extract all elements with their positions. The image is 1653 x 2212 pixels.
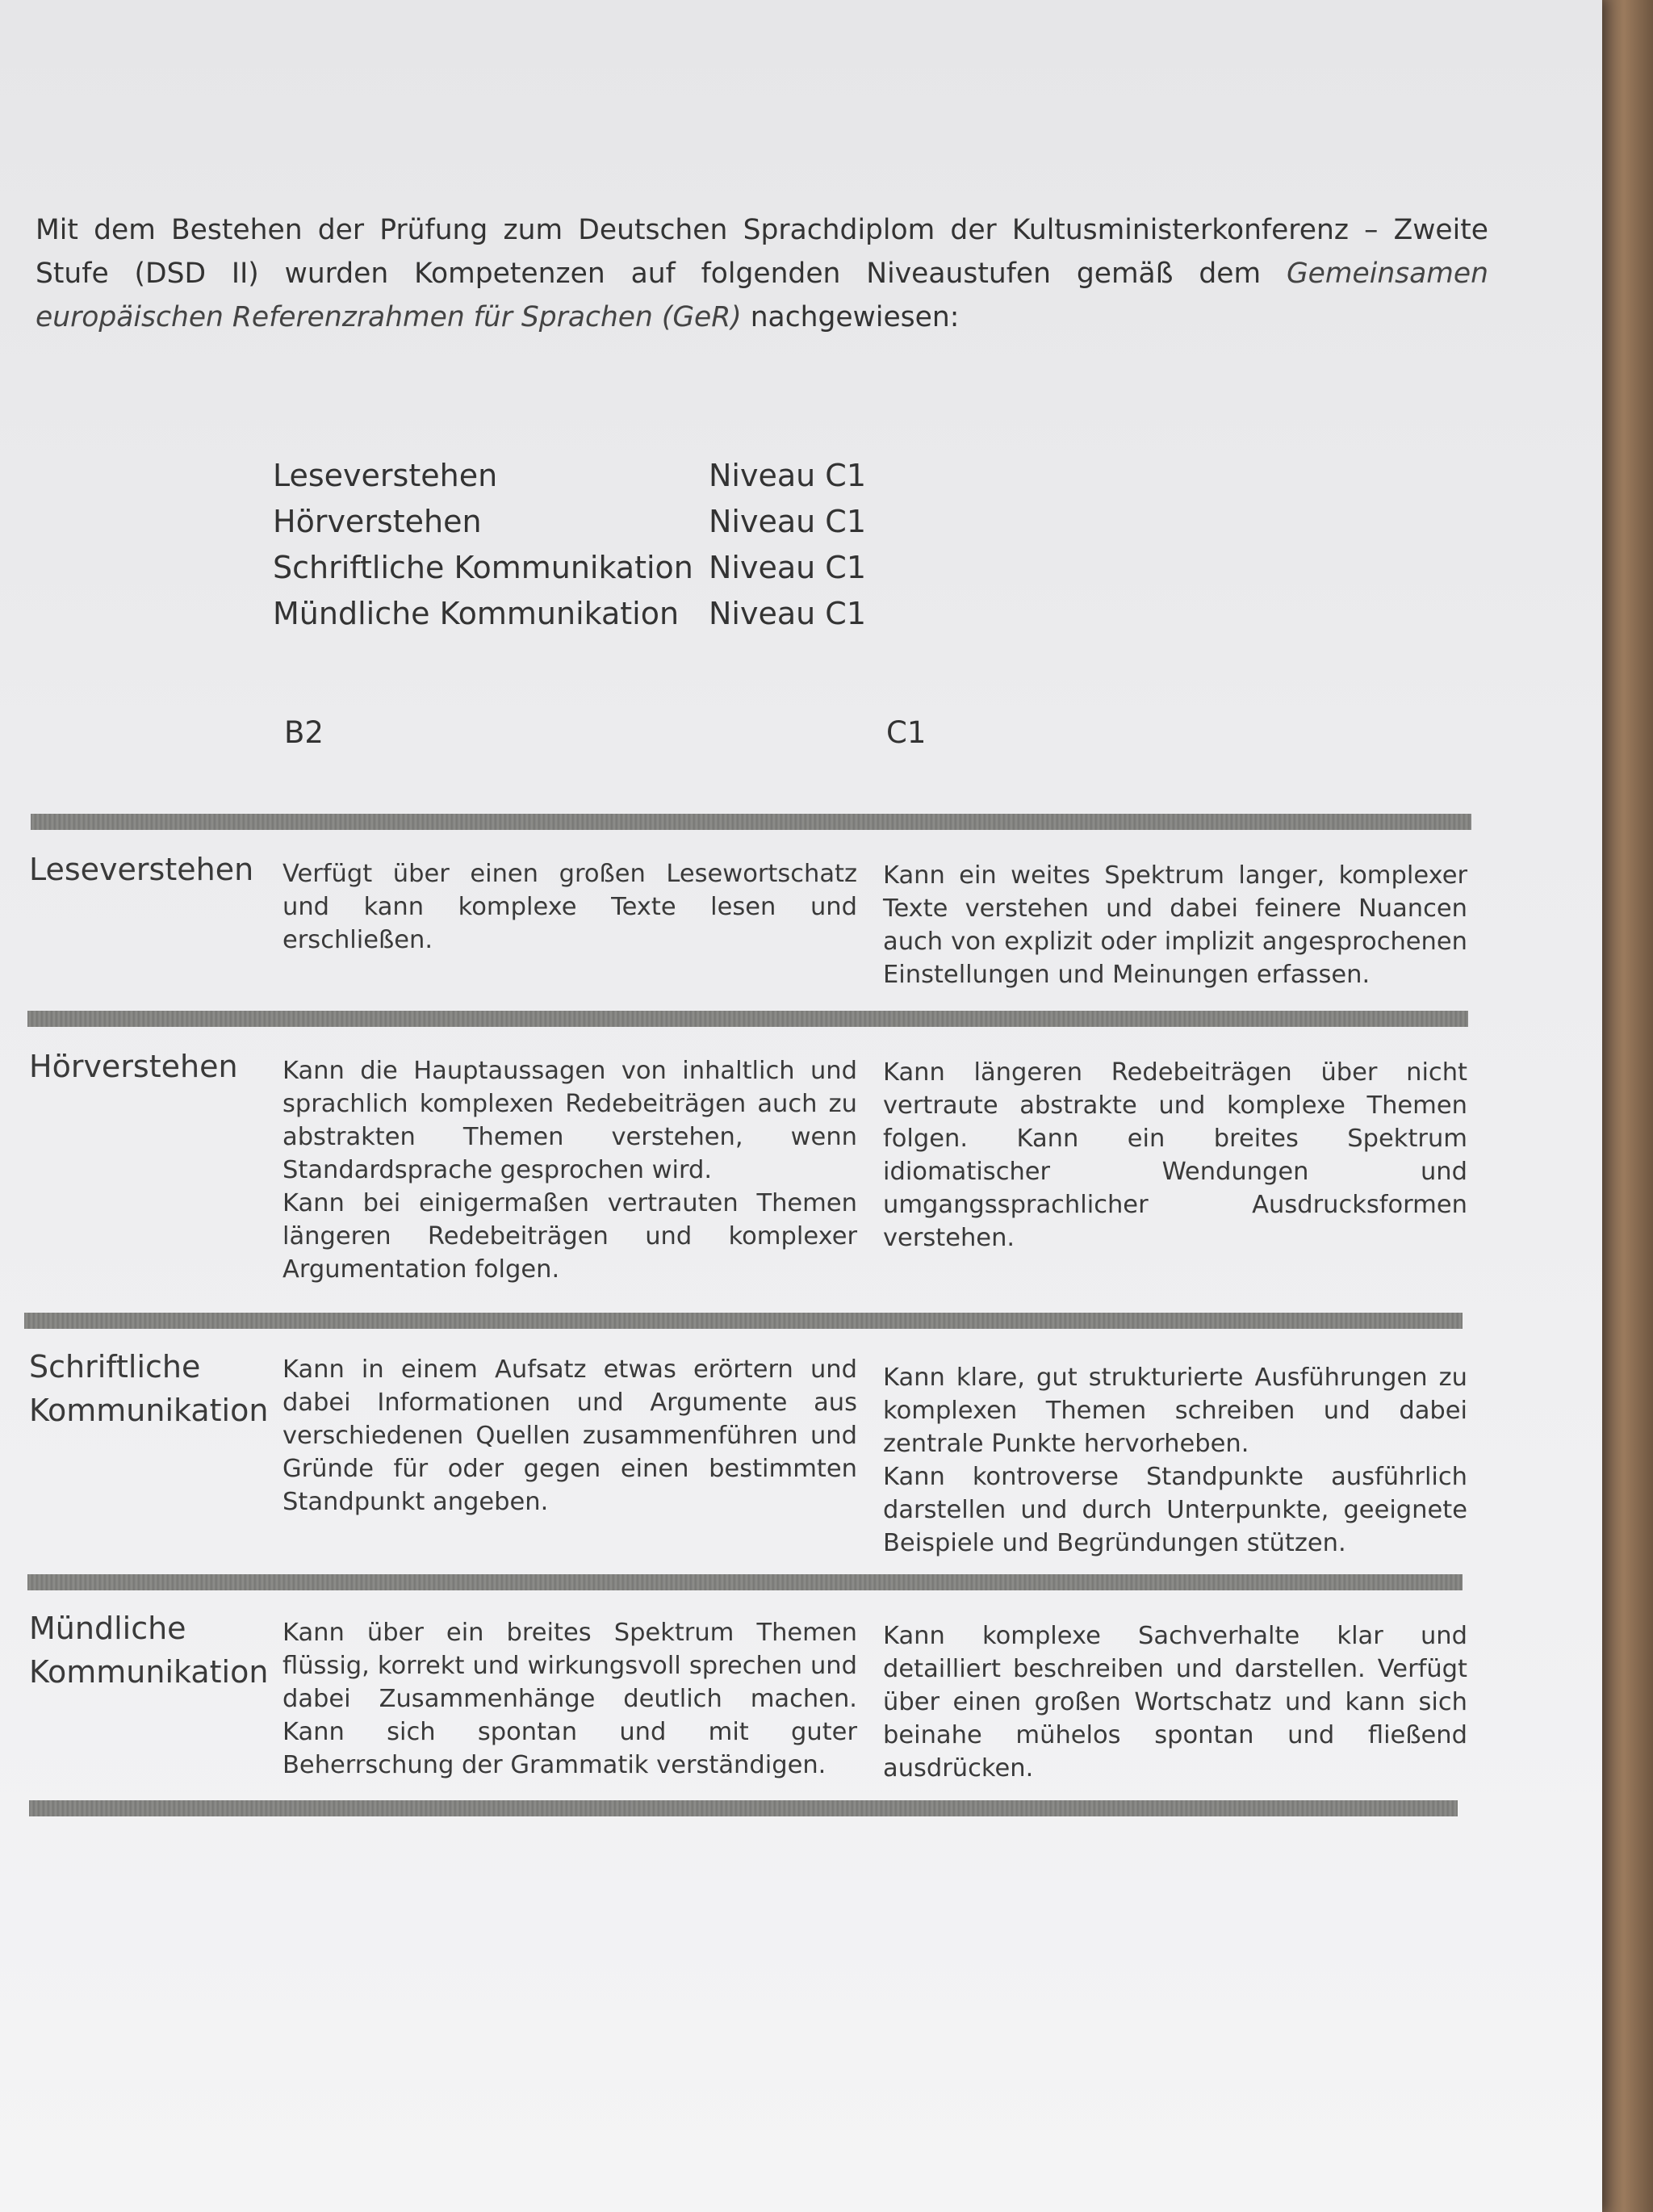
b2-description: [282, 1353, 857, 1519]
column-header-c1: C1: [886, 715, 927, 750]
level-skill: Mündliche Kommunikation: [273, 595, 680, 631]
description-text: Kann komplexe Sachverhalte klar und detailliert beschreiben und darstellen. Verfügt über einen großen Wortschatz und kann sich beinahe mühelos spontan und fließend ausdrücken.: [883, 1622, 1467, 1783]
level-skill: Hörverstehen: [273, 503, 482, 539]
intro-italic-reference: Gemeinsamen europäischen Referenzrahmen für Sprachen (GeR): [36, 258, 1488, 333]
description-text: Kann ein weites Spektrum langer, komplexer Texte verstehen und dabei feinere Nuancen auch von explizit oder implizit angesprochenen Einstellungen und Meinungen erfassen.: [883, 861, 1467, 989]
level-row: [273, 590, 866, 636]
description-text: Kann in einem Aufsatz etwas erörtern und dabei Informationen und Argumente aus verschiedenen Quellen zusammenführen und Gründe für oder gegen einen bestimmten Standpunkt angeben.: [282, 1355, 857, 1516]
level-value: Niveau C1: [709, 457, 867, 493]
c1-description: [883, 1056, 1467, 1255]
level-value: Niveau C1: [709, 595, 867, 631]
row-skill-label: Mündliche Kommunikation: [29, 1611, 269, 1690]
level-row: [273, 498, 866, 544]
table-divider: [27, 1574, 1463, 1590]
level-skill: Schriftliche Kommunikation: [273, 549, 693, 585]
row-skill-label: Schriftliche Kommunikation: [29, 1349, 269, 1428]
table-divider: [24, 1313, 1463, 1329]
intro-text: Mit dem Bestehen der Prüfung zum Deutschen Sprachdiplom der Kultusministerkonferenz – Zweite Stufe (DSD II) wurden Kompetenzen auf folgenden Niveaustufen gemäß dem: [36, 214, 1488, 290]
description-text: Verfügt über einen großen Lesewortschatz und kann komplexe Texte lesen und erschließen.: [282, 860, 857, 954]
c1-description: [883, 1361, 1467, 1560]
c1-description: [883, 1619, 1467, 1785]
row-skill-label: Leseverstehen: [29, 852, 254, 887]
intro-text-end: nachgewiesen:: [750, 301, 960, 333]
level-skill: Leseverstehen: [273, 457, 498, 493]
table-divider: [27, 1011, 1468, 1027]
description-text: Kann über ein breites Spektrum Themen flüssig, korrekt und wirkungsvoll sprechen und dabei Zusammenhänge deutlich machen. Kann sich spontan und mit guter Beherrschung der Grammatik verständigen.: [282, 1619, 857, 1779]
level-value: Niveau C1: [709, 549, 867, 585]
column-header-b2: B2: [284, 715, 324, 750]
description-text: Kann bei einigermaßen vertrauten Themen längeren Redebeiträgen und komplexer Argumentation folgen.: [282, 1189, 857, 1284]
c1-description: [883, 859, 1467, 991]
level-value: Niveau C1: [709, 503, 867, 539]
level-summary: [273, 452, 866, 636]
description-text: Kann klare, gut strukturierte Ausführungen zu komplexen Themen schreiben und dabei zentrale Punkte hervorheben.: [883, 1364, 1467, 1458]
b2-description: [282, 857, 857, 957]
row-skill-label: Hörverstehen: [29, 1049, 238, 1084]
description-text: Kann kontroverse Standpunkte ausführlich darstellen und durch Unterpunkte, geeignete Beispiele und Begründungen stützen.: [883, 1463, 1467, 1557]
table-divider: [29, 1800, 1458, 1816]
intro-paragraph: [36, 208, 1488, 339]
description-text: Kann längeren Redebeiträgen über nicht vertraute abstrakte und komplexe Themen folgen. Kann ein breites Spektrum idiomatischer Wendungen und umgangssprachlicher Ausdrucksformen verstehen.: [883, 1058, 1467, 1252]
table-divider: [31, 814, 1471, 830]
level-row: [273, 544, 866, 590]
level-row: [273, 452, 866, 498]
b2-description: [282, 1616, 857, 1782]
description-text: Kann die Hauptaussagen von inhaltlich und sprachlich komplexen Redebeiträgen auch zu abstrakten Themen verstehen, wenn Standardsprache gesprochen wird.: [282, 1057, 857, 1184]
b2-description: [282, 1054, 857, 1286]
